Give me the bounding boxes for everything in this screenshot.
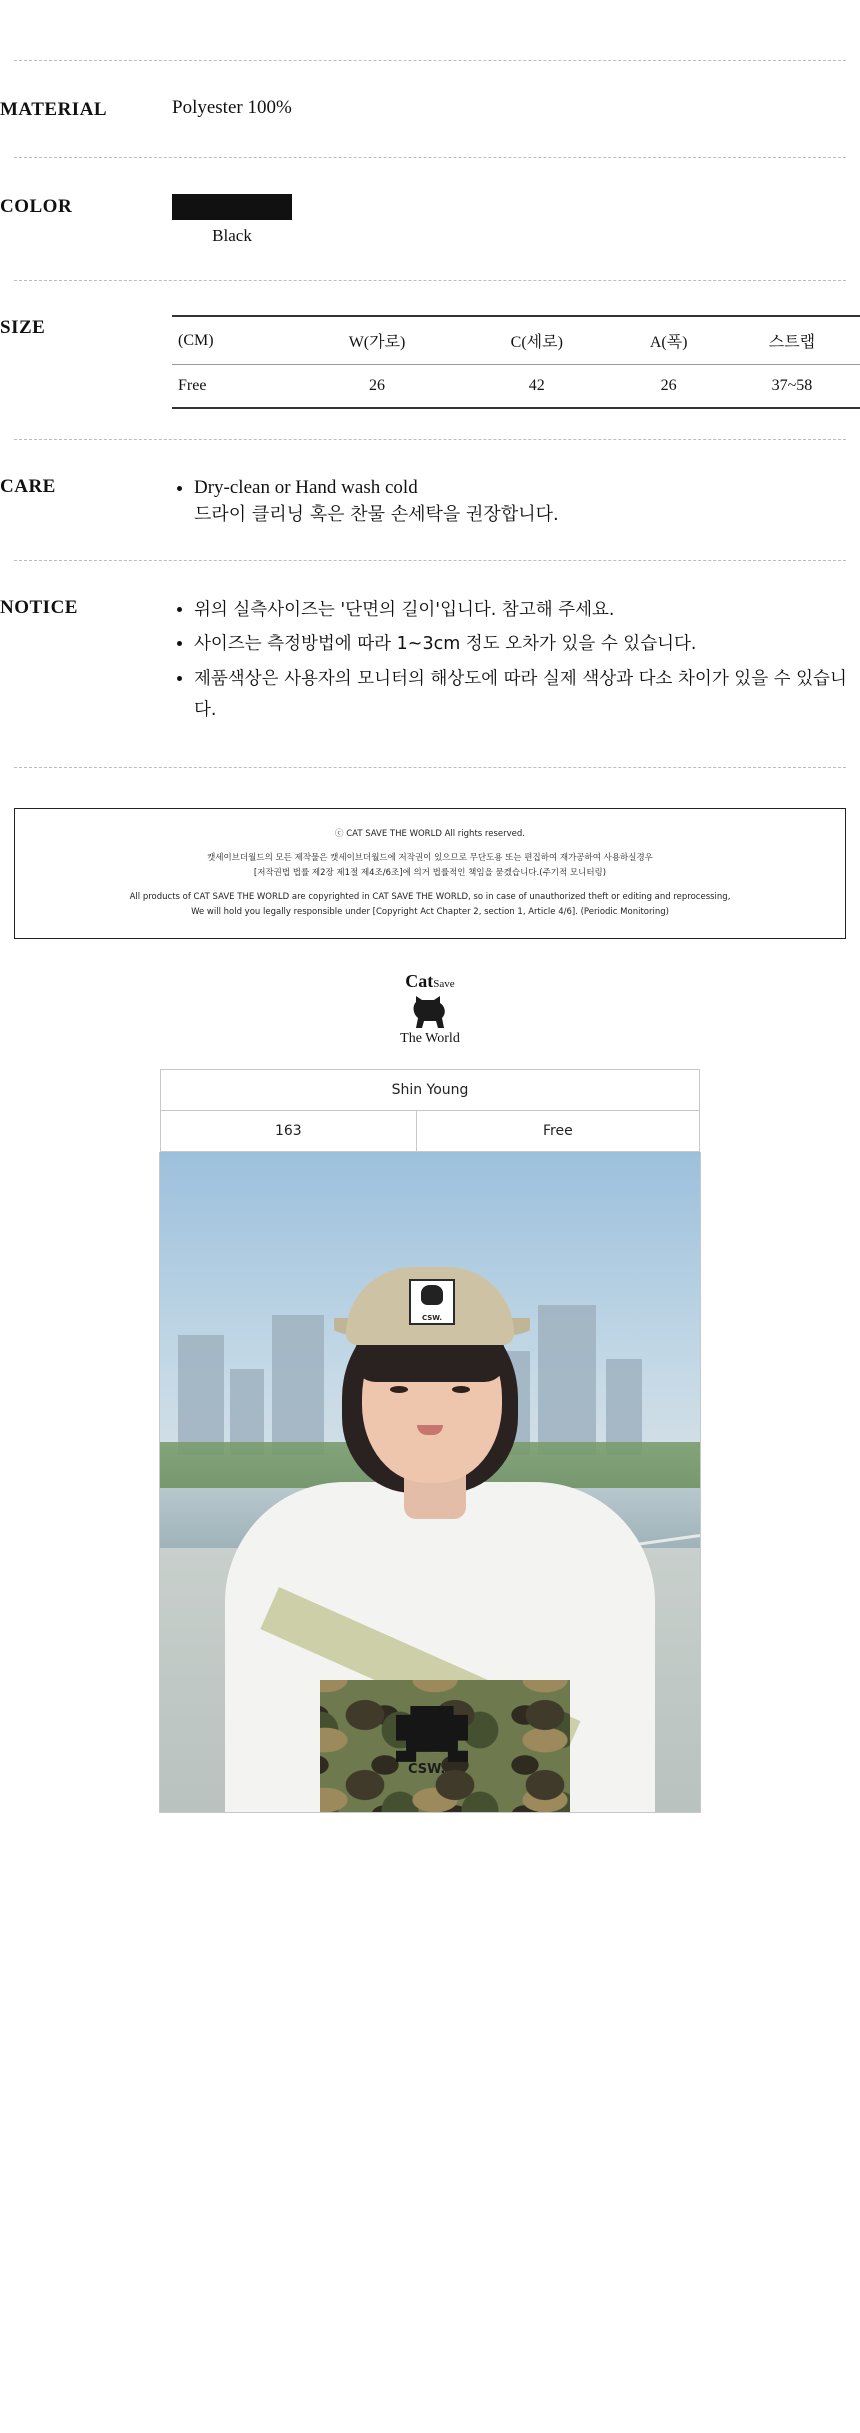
brand-logo [0,971,860,1047]
care-item-en: Dry-clean or Hand wash cold [194,477,418,498]
cap-patch-icon [409,1279,455,1325]
photo-building [178,1335,224,1455]
copyright-section [14,808,846,938]
size-header-length: C(세로) [460,316,613,365]
copyright-box [14,808,846,938]
size-cell-strap: 37~58 [724,365,860,409]
size-header-width: W(가로) [294,316,460,365]
notice-item-2: • 사이즈는 측정방법에 따라 1~3cm 정도 오차가 있을 수 있습니다. [194,629,860,660]
cat-icon [408,994,452,1030]
size-label: SIZE [0,317,46,338]
color-section [0,158,860,280]
color-swatch-name: Black [212,226,252,245]
size-header-strap: 스트랩 [724,316,860,365]
model-photo [159,1152,701,1813]
copyright-line-4: All products of CAT SAVE THE WORLD are copyrighted in CAT SAVE THE WORLD, so in case of unauthorized theft or editing and reprocessing, [129,891,731,902]
size-cell-name: Free [172,365,294,409]
care-item [194,474,860,528]
photo-building [606,1359,642,1455]
top-spacer [0,0,860,60]
photo-model-eye-right [452,1386,470,1393]
divider-notice [14,767,846,768]
brand-logo-bottom: The World [400,1030,460,1046]
size-table-row [172,365,860,409]
care-section [0,440,860,560]
cap-patch-text: CSW. [421,1313,443,1322]
model-name: Shin Young [161,1069,700,1110]
brand-logo-top [0,971,860,992]
model-spec-row [161,1110,700,1151]
model-info [160,1069,700,1152]
copyright-line-1: ⓒ CAT SAVE THE WORLD All rights reserved. [335,829,525,840]
color-swatch-black [172,194,292,220]
notice-item-1: • 위의 실측사이즈는 '단면의 길이'입니다. 참고해 주세요. [194,595,860,626]
size-table [172,315,860,409]
model-size: Free [416,1110,699,1151]
model-height: 163 [161,1110,417,1151]
size-header-unit: (CM) [172,316,294,365]
color-label: COLOR [0,196,73,217]
material-value: Polyester 100% [172,97,292,118]
size-table-header-row [172,316,860,365]
care-list [172,474,860,528]
cap-patch-cat-icon [421,1285,443,1305]
notice-section [0,561,860,768]
photo-model-eye-left [390,1386,408,1393]
care-label: CARE [0,476,56,497]
copyright-line-3: [저작권법 법률 제2장 제1절 제4조/6조]에 의거 법률적인 책임을 묻겠습니다.(주기적 모니터링) [253,867,607,878]
material-label: MATERIAL [0,99,108,120]
size-header-depth: A(폭) [613,316,724,365]
size-section [0,281,860,439]
copyright-gap-2 [31,881,829,890]
color-swatch-group [172,194,292,246]
photo-building [272,1315,324,1455]
copyright-line-2: 캣세이브더월드의 모든 제작물은 캣세이브더월드에 저작권이 있으므로 무단도용 또는 편집하여 재가공하여 사용하실경우 [207,853,653,864]
copyright-gap-1 [31,842,829,851]
photo-building [538,1305,596,1455]
care-item-ko: 드라이 클리닝 혹은 찬물 손세탁을 권장합니다. [194,503,559,525]
notice-label: NOTICE [0,596,78,618]
copyright-line-5: We will hold you legally responsible under [Copyright Act Chapter 2, section 1, Article 4/6]. (Periodic Monitoring) [191,906,669,917]
notice-item-3: • 제품색상은 사용자의 모니터의 해상도에 따라 실제 색상과 다소 차이가 있을 수 있습니다. [194,664,860,725]
model-table [160,1069,700,1152]
size-cell-length: 42 [460,365,613,409]
size-cell-depth: 26 [613,365,724,409]
notice-list [172,595,860,726]
model-name-row [161,1069,700,1110]
tee-csw-text: CSW. [408,1762,446,1778]
brand-logo-save-text: Save [433,977,455,990]
material-section [0,61,860,157]
brand-logo-cat-text: Cat [405,970,434,991]
size-cell-width: 26 [294,365,460,409]
